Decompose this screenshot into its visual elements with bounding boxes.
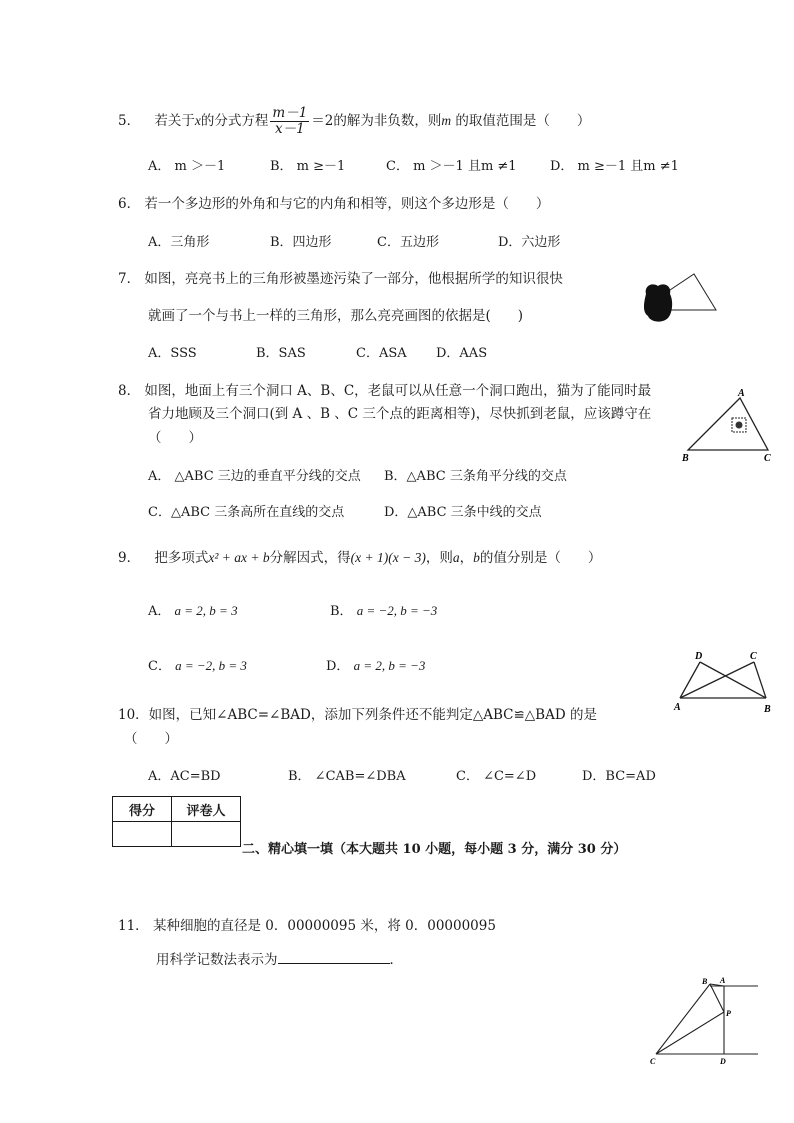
- q8-option-b: B．△ABC 三条角平分线的交点: [384, 469, 567, 484]
- question-5-stem: 5． 若关于x的分式方程 $\frac{m-1}{x-1}$ ＝2的解为非负数，则m 的取值范围是（ ）: [118, 105, 591, 137]
- question-8-stem-line1: 8． 如图，地面上有三个洞口 A、B、C，老鼠可以从任意一个洞口跑出，猫为了能同时最: [118, 383, 652, 399]
- q5-option-b: B． m ≥－1: [270, 159, 346, 174]
- q9-option-c: C． a = −2, b = 3: [148, 658, 247, 674]
- q6-option-d: D．六边形: [498, 235, 561, 250]
- label-a: A: [720, 976, 726, 985]
- triangle-visible-edges: [670, 274, 716, 310]
- label-b: B: [764, 704, 771, 715]
- score-cell[interactable]: [113, 822, 172, 847]
- label-p: P: [726, 1009, 731, 1018]
- label-d: D: [695, 651, 703, 662]
- q7-option-d: D．AAS: [436, 346, 488, 361]
- q8-option-c: C．△ABC 三条高所在直线的交点: [148, 505, 345, 520]
- q10-option-c: C． ∠C=∠D: [456, 769, 537, 784]
- q10-option-d: D．BC=AD: [582, 769, 656, 784]
- question-10-stem-line1: 10．如图，已知∠ABC=∠BAD，添加下列条件还不能判定△ABC≌△BAD 的是: [118, 707, 597, 723]
- label-b: B: [682, 453, 689, 464]
- q6-option-a: A．三角形: [148, 235, 210, 250]
- question-8-stem-line2: 省力地顾及三个洞口(到 A 、B 、C 三个点的距离相等)，尽快抓到老鼠，应该蹲守在: [148, 406, 652, 422]
- question-8-stem-line3: （ ）: [148, 430, 202, 446]
- segment-cp: [656, 1012, 724, 1054]
- question-11-stem-line1: 11． 某种细胞的直径是 0．00000095 米，将 0．00000095: [118, 918, 496, 934]
- q5-option-d: D． m ≥－1 且m ≠1: [550, 159, 679, 174]
- q10-option-b: B． ∠CAB=∠DBA: [288, 769, 406, 784]
- grader-cell[interactable]: [172, 822, 241, 847]
- q8-triangle-abc-figure: [680, 384, 780, 464]
- grader-header: 评卷人: [172, 797, 241, 822]
- q7-option-c: C．ASA: [356, 346, 407, 361]
- segment-ac: [680, 662, 754, 698]
- score-table: [112, 796, 241, 847]
- q10-option-a: A．AC=BD: [148, 769, 221, 784]
- q9-option-d: D． a = 2, b = −3: [326, 658, 426, 674]
- answer-blank[interactable]: [278, 951, 390, 964]
- q7-ink-triangle-figure: [640, 268, 720, 328]
- label-d: D: [720, 1057, 726, 1066]
- ink-blot: [644, 284, 672, 321]
- question-6-stem: 6． 若一个多边形的外角和与它的内角和相等，则这个多边形是（ ）: [118, 196, 550, 212]
- question-9-stem: 9． 把多项式x² + ax + b分解因式，得(x + 1)(x − 3)，则a，b的值分别是（ ）: [118, 550, 602, 566]
- q10-triangles-figure: [670, 648, 780, 716]
- q5-option-a: A． m ＞－1: [148, 159, 226, 174]
- question-7-stem-line1: 7． 如图，亮亮书上的三角形被墨迹污染了一部分，他根据所学的知识很快: [118, 271, 563, 287]
- question-11-stem-line2: 用科学记数法表示为 ．: [156, 952, 403, 968]
- label-a: A: [674, 702, 681, 713]
- q7-option-a: A．SSS: [148, 346, 197, 361]
- q11-figure: [646, 974, 766, 1066]
- question-number: 5．: [118, 113, 141, 129]
- q6-option-c: C．五边形: [377, 235, 439, 250]
- q8-option-d: D．△ABC 三条中线的交点: [384, 505, 542, 520]
- question-7-stem-line2: 就画了一个与书上一样的三角形，那么亮亮画图的依据是( ): [148, 308, 524, 324]
- section-2-heading: 二、精心填一填（本大题共 10 小题，每小题 3 分，满分 30 分）: [242, 842, 627, 857]
- q6-option-b: B．四边形: [270, 235, 332, 250]
- cat-head-icon: [736, 422, 743, 429]
- q8-option-a: A． △ABC 三边的垂直平分线的交点: [148, 469, 361, 484]
- q7-option-b: B．SAS: [256, 346, 306, 361]
- q5-option-c: C． m ＞－1 且m ≠1: [386, 159, 517, 174]
- question-10-stem-line2: （ ）: [124, 731, 178, 747]
- label-c: C: [750, 651, 757, 662]
- triangle-abc: [688, 398, 768, 450]
- fraction: $\frac{m-1}{x-1}$: [272, 105, 308, 137]
- label-a: A: [738, 388, 745, 399]
- label-b: B: [702, 977, 708, 986]
- label-c: C: [650, 1057, 656, 1066]
- segment-bc: [656, 984, 710, 1054]
- q9-option-b: B． a = −2, b = −3: [330, 603, 438, 619]
- score-header: 得分: [113, 797, 172, 822]
- segment-bp: [710, 984, 724, 1012]
- label-c: C: [764, 453, 771, 464]
- q9-option-a: A． a = 2, b = 3: [148, 603, 238, 619]
